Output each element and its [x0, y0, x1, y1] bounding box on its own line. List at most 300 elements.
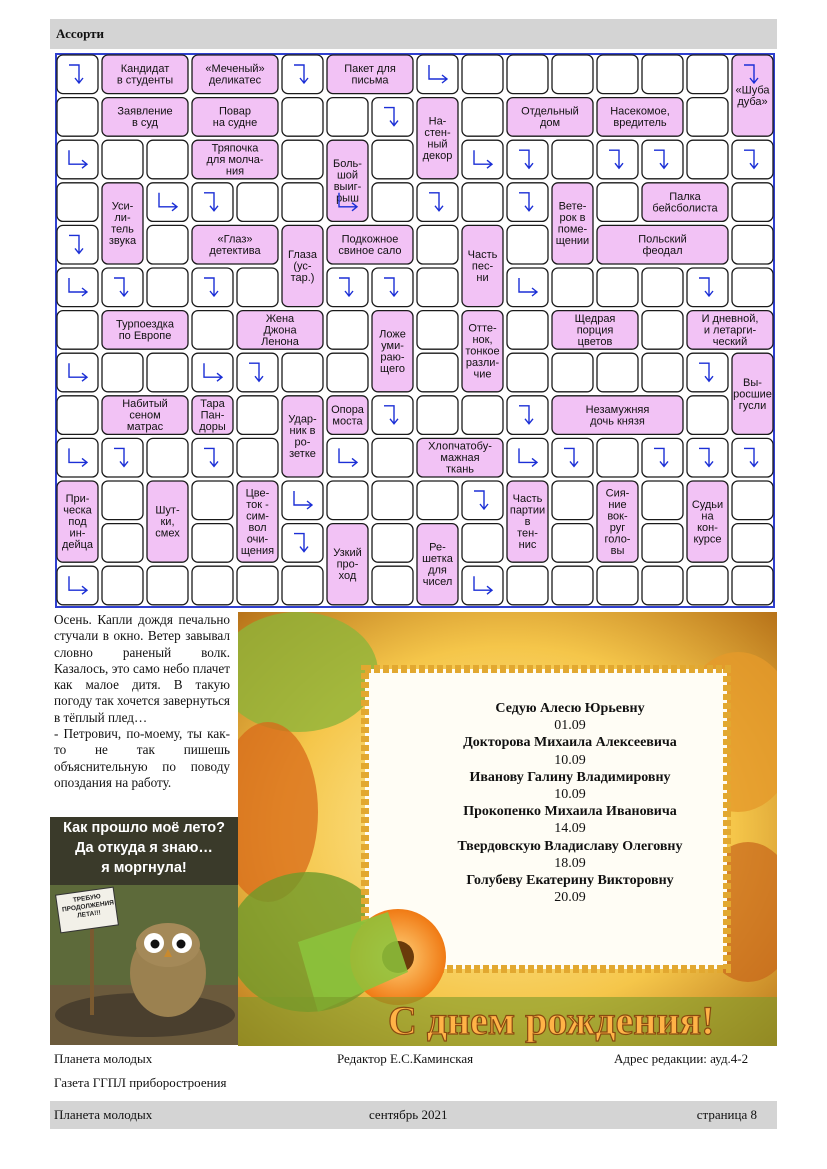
- clue-text: ние: [608, 498, 627, 511]
- clue-text: ли-: [114, 212, 131, 225]
- clue-text: ный: [427, 138, 448, 151]
- clue-text: поме-: [557, 223, 588, 236]
- answer-cell[interactable]: [462, 396, 503, 435]
- answer-cell[interactable]: [552, 55, 593, 94]
- answer-cell[interactable]: [147, 183, 188, 222]
- answer-cell[interactable]: [507, 183, 548, 222]
- clue-text: чисел: [422, 575, 453, 588]
- answer-cell[interactable]: [642, 55, 683, 94]
- answer-cell[interactable]: [507, 225, 548, 264]
- clue-text: рок в: [559, 212, 586, 225]
- answer-cell[interactable]: [732, 524, 773, 563]
- answer-cell[interactable]: [57, 438, 98, 477]
- clue-text: руг: [609, 521, 626, 534]
- answer-cell[interactable]: [147, 140, 188, 179]
- answer-cell[interactable]: [57, 311, 98, 350]
- clue-text: звука: [108, 235, 137, 248]
- birthday-date: 10.09: [554, 787, 586, 803]
- clue-text: ник в: [289, 425, 316, 438]
- clue-text: доры: [199, 421, 226, 434]
- clue-text: Кандидат: [120, 63, 170, 75]
- clue-cell: [327, 524, 368, 605]
- answer-cell[interactable]: [57, 396, 98, 435]
- clue-text: и летарги-: [703, 324, 757, 337]
- clue-cell: [102, 183, 143, 264]
- birthday-date: 01.09: [554, 718, 586, 734]
- clue-text: тар.): [290, 271, 315, 284]
- answer-cell[interactable]: [462, 183, 503, 222]
- clue-text: по Европе: [118, 330, 172, 343]
- answer-cell[interactable]: [327, 311, 368, 350]
- clue-text: вол: [248, 521, 267, 534]
- answer-cell[interactable]: [687, 396, 728, 435]
- answer-cell[interactable]: [192, 268, 233, 307]
- answer-cell[interactable]: [642, 524, 683, 563]
- clue-text: Цве-: [245, 487, 270, 500]
- answer-cell[interactable]: [282, 566, 323, 605]
- meme-image: [50, 817, 238, 1045]
- answer-cell[interactable]: [642, 566, 683, 605]
- clue-cell: [462, 225, 503, 306]
- clue-text: декор: [422, 149, 453, 162]
- answer-cell[interactable]: [597, 353, 638, 392]
- greeting-text: С днем рождения!: [388, 998, 715, 1043]
- answer-cell[interactable]: [507, 396, 548, 435]
- clue-text: зетке: [289, 448, 316, 461]
- clue-text: Удар-: [288, 413, 317, 426]
- page-footer: [50, 1101, 777, 1129]
- clue-text: Повар: [219, 105, 251, 118]
- section-title: Ассорти: [56, 26, 105, 41]
- clue-text: Часть: [512, 493, 543, 506]
- clue-text: ческий: [712, 335, 748, 348]
- answer-cell[interactable]: [552, 524, 593, 563]
- answer-cell[interactable]: [282, 183, 323, 222]
- clue-text: вок-: [607, 510, 628, 523]
- answer-cell[interactable]: [687, 566, 728, 605]
- answer-cell[interactable]: [147, 353, 188, 392]
- answer-cell[interactable]: [417, 396, 458, 435]
- answer-cell[interactable]: [237, 268, 278, 307]
- clue-text: дочь князя: [590, 415, 645, 428]
- answer-cell[interactable]: [372, 438, 413, 477]
- answer-cell[interactable]: [462, 566, 503, 605]
- clue-cell: [462, 311, 503, 392]
- answer-cell[interactable]: [327, 268, 368, 307]
- clue-text: деликатес: [208, 74, 262, 87]
- clue-text: в студенты: [116, 74, 174, 87]
- clue-text: щении: [555, 235, 590, 248]
- clue-text: тель: [111, 223, 134, 236]
- clue-text: «Шуба: [735, 84, 770, 97]
- clue-text: «Меченый»: [205, 63, 265, 75]
- clue-text: нок,: [472, 334, 493, 347]
- clue-cell: [282, 225, 323, 306]
- answer-cell[interactable]: [597, 566, 638, 605]
- answer-cell[interactable]: [507, 566, 548, 605]
- answer-cell[interactable]: [462, 524, 503, 563]
- clue-text: Отдельный: [521, 105, 579, 118]
- answer-cell[interactable]: [732, 140, 773, 179]
- clue-text: Часть: [467, 248, 498, 261]
- answer-cell[interactable]: [687, 140, 728, 179]
- clue-text: Жена: [265, 312, 295, 325]
- answer-cell[interactable]: [147, 438, 188, 477]
- answer-cell[interactable]: [417, 481, 458, 520]
- answer-cell[interactable]: [192, 353, 233, 392]
- clue-text: цветов: [577, 335, 613, 348]
- answer-cell[interactable]: [642, 268, 683, 307]
- clue-text: уми-: [381, 339, 404, 352]
- answer-cell[interactable]: [732, 438, 773, 477]
- clue-text: Ленона: [261, 335, 299, 348]
- clue-text: под: [68, 516, 87, 529]
- answer-cell[interactable]: [417, 55, 458, 94]
- answer-cell[interactable]: [732, 566, 773, 605]
- clue-text: мажная: [440, 452, 480, 465]
- answer-cell[interactable]: [57, 353, 98, 392]
- clue-cell: [57, 481, 98, 562]
- clue-text: «Глаз»: [217, 233, 253, 246]
- clue-cell: [192, 396, 233, 435]
- editorial-address: Адрес редакции: ауд.4-2: [614, 1051, 749, 1066]
- clue-text: партии: [509, 504, 546, 517]
- answer-cell[interactable]: [327, 353, 368, 392]
- answer-cell[interactable]: [372, 98, 413, 137]
- clue-text: Тара: [200, 398, 225, 411]
- sign-text: ТРЕБУЮ ПРОДОЛЖЕНИЯ ЛЕТА!!!: [61, 893, 115, 920]
- answer-cell[interactable]: [372, 524, 413, 563]
- answer-cell[interactable]: [57, 225, 98, 264]
- answer-cell[interactable]: [282, 524, 323, 563]
- answer-cell[interactable]: [102, 524, 143, 563]
- meme-caption: Да откуда я знаю…: [75, 840, 213, 856]
- section-header: [50, 19, 777, 49]
- answer-cell[interactable]: [102, 438, 143, 477]
- clue-text: Узкий: [333, 547, 362, 560]
- clue-text: Щедрая: [574, 312, 616, 325]
- clue-text: Подкожное: [341, 233, 399, 246]
- clue-text: пес-: [471, 260, 494, 273]
- clue-cell: [417, 524, 458, 605]
- clue-text: ток -: [246, 498, 269, 511]
- answer-cell[interactable]: [282, 55, 323, 94]
- answer-cell[interactable]: [597, 183, 638, 222]
- answer-cell[interactable]: [507, 140, 548, 179]
- answer-cell[interactable]: [687, 438, 728, 477]
- clue-cell: [102, 396, 188, 435]
- clue-text: (ус-: [293, 260, 312, 273]
- answer-cell[interactable]: [237, 353, 278, 392]
- story-paragraph: Осень. Капли дождя печально стучали в окно. Ветер завывал словно раненый волк. Казалось, это само небо плачет как малое дитя. В такую погоду так хочется завернуться в тёплый плед…: [54, 612, 231, 725]
- answer-cell[interactable]: [462, 481, 503, 520]
- clue-text: ин-: [69, 527, 86, 540]
- birthday-date: 10.09: [554, 752, 586, 768]
- clue-text: разли-: [465, 357, 500, 370]
- answer-cell[interactable]: [57, 183, 98, 222]
- clue-text: смех: [155, 527, 180, 540]
- answer-cell[interactable]: [732, 268, 773, 307]
- clue-cell: [732, 353, 773, 434]
- clue-text: матрас: [126, 421, 164, 434]
- clue-cell: [417, 98, 458, 179]
- answer-cell[interactable]: [597, 55, 638, 94]
- clue-text: на: [701, 510, 714, 523]
- footer-newspaper: Планета молодых: [54, 1107, 153, 1122]
- clue-text: Пакет для: [344, 63, 396, 75]
- clue-text: Опора: [331, 403, 364, 416]
- birthday-person-name: Прокопенко Михаила Ивановича: [463, 804, 677, 820]
- answer-cell[interactable]: [57, 98, 98, 137]
- answer-cell[interactable]: [507, 438, 548, 477]
- answer-cell[interactable]: [462, 140, 503, 179]
- clue-text: на судне: [212, 117, 258, 130]
- clue-cell: [192, 225, 278, 264]
- answer-cell[interactable]: [597, 268, 638, 307]
- answer-cell[interactable]: [237, 438, 278, 477]
- clue-text: голо-: [604, 533, 631, 546]
- clue-text: Шут-: [155, 504, 180, 517]
- clue-text: тонкое: [465, 345, 500, 358]
- answer-cell[interactable]: [552, 140, 593, 179]
- clue-text: кон-: [697, 521, 718, 534]
- clue-text: свиное сало: [338, 244, 402, 257]
- newspaper-name: Планета молодых: [54, 1051, 153, 1066]
- clue-text: И дневной,: [701, 312, 759, 325]
- publisher-line: Газета ГГПЛ приборостроения: [54, 1075, 227, 1090]
- clue-text: ческа: [63, 504, 92, 517]
- answer-cell[interactable]: [102, 353, 143, 392]
- story-paragraph: - Петрович, по-моему, ты как-то не так пишешь объяснительную по поводу опоздания на работу.: [54, 726, 230, 790]
- answer-cell[interactable]: [282, 353, 323, 392]
- clue-cell: [147, 481, 188, 562]
- answer-cell[interactable]: [237, 183, 278, 222]
- clue-cell: [282, 396, 323, 477]
- clue-text: в: [524, 516, 531, 529]
- clue-text: курсе: [693, 533, 722, 546]
- answer-cell[interactable]: [417, 353, 458, 392]
- clue-text: щения: [240, 544, 275, 557]
- answer-cell[interactable]: [507, 311, 548, 350]
- answer-cell[interactable]: [642, 438, 683, 477]
- answer-cell[interactable]: [372, 183, 413, 222]
- birthday-person-name: Твердовскую Владиславу Олеговну: [457, 838, 683, 854]
- answer-cell[interactable]: [57, 566, 98, 605]
- clue-text: тен-: [517, 527, 538, 540]
- answer-cell[interactable]: [327, 98, 368, 137]
- answer-cell[interactable]: [552, 481, 593, 520]
- clue-cell: [597, 225, 728, 264]
- clue-text: про-: [336, 558, 359, 571]
- clue-cell: [552, 311, 638, 350]
- clue-text: ния: [225, 165, 245, 178]
- answer-cell[interactable]: [147, 225, 188, 264]
- answer-cell[interactable]: [417, 268, 458, 307]
- clue-cell: [507, 98, 593, 137]
- answer-cell[interactable]: [462, 98, 503, 137]
- clue-text: Вете-: [558, 200, 587, 213]
- answer-cell[interactable]: [102, 481, 143, 520]
- answer-cell[interactable]: [102, 566, 143, 605]
- clue-cell: [597, 481, 638, 562]
- clue-text: ро-: [294, 436, 311, 449]
- clue-cell: [102, 55, 188, 94]
- answer-cell[interactable]: [642, 353, 683, 392]
- answer-cell[interactable]: [642, 481, 683, 520]
- answer-cell[interactable]: [147, 268, 188, 307]
- footer-page-number: страница 8: [696, 1107, 757, 1122]
- clue-cell: [372, 311, 413, 392]
- answer-cell[interactable]: [192, 481, 233, 520]
- clue-cell: [327, 396, 368, 435]
- answer-cell[interactable]: [642, 311, 683, 350]
- clue-text: чие: [473, 368, 492, 381]
- clue-text: очи-: [246, 533, 269, 546]
- clue-text: ки,: [160, 516, 175, 529]
- clue-text: щего: [380, 362, 405, 375]
- answer-cell[interactable]: [102, 268, 143, 307]
- answer-cell[interactable]: [507, 268, 548, 307]
- clue-text: рыш: [336, 192, 359, 205]
- birthday-date: 20.09: [554, 890, 586, 906]
- answer-cell[interactable]: [552, 268, 593, 307]
- birthday-date: 18.09: [554, 855, 586, 871]
- answer-cell[interactable]: [552, 566, 593, 605]
- clue-cell: [327, 55, 413, 94]
- answer-cell[interactable]: [102, 140, 143, 179]
- clue-text: ткань: [445, 463, 475, 476]
- answer-cell[interactable]: [417, 225, 458, 264]
- answer-cell[interactable]: [372, 481, 413, 520]
- crossword-puzzle: [55, 53, 775, 608]
- clue-text: детектива: [209, 244, 261, 257]
- birthday-list: [370, 700, 770, 906]
- clue-cell: [642, 183, 728, 222]
- answer-cell[interactable]: [237, 566, 278, 605]
- answer-cell[interactable]: [372, 140, 413, 179]
- answer-cell[interactable]: [552, 438, 593, 477]
- clue-cell: [552, 396, 683, 435]
- clue-cell: [687, 481, 728, 562]
- answer-cell[interactable]: [597, 140, 638, 179]
- clue-text: ни: [476, 271, 489, 284]
- clue-text: порция: [576, 324, 614, 337]
- clue-text: Насекомое,: [610, 105, 670, 118]
- clue-text: Джона: [263, 324, 297, 337]
- clue-cell: [687, 311, 773, 350]
- answer-cell[interactable]: [192, 311, 233, 350]
- answer-cell[interactable]: [417, 183, 458, 222]
- editor-credit: Редактор Е.С.Каминская: [337, 1051, 474, 1066]
- answer-cell[interactable]: [192, 524, 233, 563]
- clue-text: Боль-: [333, 158, 362, 170]
- answer-cell[interactable]: [552, 353, 593, 392]
- answer-cell[interactable]: [282, 98, 323, 137]
- clue-text: вы: [610, 544, 625, 557]
- clue-cell: [732, 55, 773, 136]
- birthday-date: 14.09: [554, 821, 586, 837]
- answer-cell[interactable]: [372, 268, 413, 307]
- clue-cell: [237, 311, 323, 350]
- answer-cell[interactable]: [687, 353, 728, 392]
- clue-cell: [192, 98, 278, 137]
- answer-cell[interactable]: [192, 438, 233, 477]
- answer-cell[interactable]: [732, 225, 773, 264]
- clue-text: гусли: [738, 399, 767, 412]
- clue-text: сим-: [246, 510, 269, 523]
- clue-text: Сия-: [605, 487, 630, 500]
- answer-cell[interactable]: [192, 183, 233, 222]
- clue-text: бейсболиста: [652, 202, 718, 215]
- clue-text: вредитель: [613, 117, 667, 130]
- answer-cell[interactable]: [282, 140, 323, 179]
- answer-cell[interactable]: [687, 98, 728, 137]
- answer-cell[interactable]: [417, 311, 458, 350]
- clue-text: для молча-: [206, 153, 264, 166]
- clue-text: дом: [539, 117, 561, 130]
- clue-text: Вы-: [743, 376, 762, 389]
- answer-cell[interactable]: [597, 438, 638, 477]
- answer-cell[interactable]: [192, 566, 233, 605]
- clue-text: феодал: [642, 244, 683, 257]
- answer-cell[interactable]: [462, 55, 503, 94]
- birthday-person-name: Иванову Галину Владимировну: [469, 769, 671, 785]
- answer-cell[interactable]: [507, 353, 548, 392]
- clue-text: При-: [65, 493, 90, 506]
- answer-cell[interactable]: [57, 55, 98, 94]
- answer-cell[interactable]: [372, 566, 413, 605]
- clue-text: Польский: [638, 233, 687, 246]
- clue-text: Заявление: [117, 105, 173, 118]
- birthday-person-name: Седую Алесю Юрьевну: [495, 701, 645, 716]
- clue-cell: [102, 98, 188, 137]
- clue-text: росшие: [733, 388, 772, 401]
- meme-caption: я моргнула!: [101, 860, 187, 876]
- clue-cell: [417, 438, 503, 477]
- clue-cell: [552, 183, 593, 264]
- answer-cell[interactable]: [687, 268, 728, 307]
- story-text: [54, 612, 230, 791]
- clue-text: шой: [336, 169, 359, 182]
- clue-text: Палка: [669, 190, 701, 203]
- answer-cell[interactable]: [642, 140, 683, 179]
- clue-text: письма: [351, 74, 389, 87]
- answer-cell[interactable]: [372, 396, 413, 435]
- answer-cell[interactable]: [147, 566, 188, 605]
- clue-text: Тряпочка: [211, 142, 259, 155]
- answer-cell[interactable]: [327, 438, 368, 477]
- clue-cell: [237, 481, 278, 562]
- answer-cell[interactable]: [57, 140, 98, 179]
- clue-cell: [507, 481, 548, 562]
- clue-text: выиг-: [333, 181, 362, 193]
- clue-text: Судьи: [691, 498, 724, 511]
- clue-text: Набитый: [122, 398, 168, 411]
- answer-cell[interactable]: [732, 183, 773, 222]
- answer-cell[interactable]: [282, 481, 323, 520]
- answer-cell[interactable]: [327, 481, 368, 520]
- answer-cell[interactable]: [57, 268, 98, 307]
- clue-text: стен-: [424, 126, 451, 139]
- clue-text: Отте-: [468, 322, 497, 335]
- clue-text: На-: [428, 115, 447, 128]
- answer-cell[interactable]: [687, 55, 728, 94]
- answer-cell[interactable]: [237, 396, 278, 435]
- answer-cell[interactable]: [732, 481, 773, 520]
- clue-cell: [192, 55, 278, 94]
- clue-text: Незамужняя: [585, 403, 650, 416]
- answer-cell[interactable]: [507, 55, 548, 94]
